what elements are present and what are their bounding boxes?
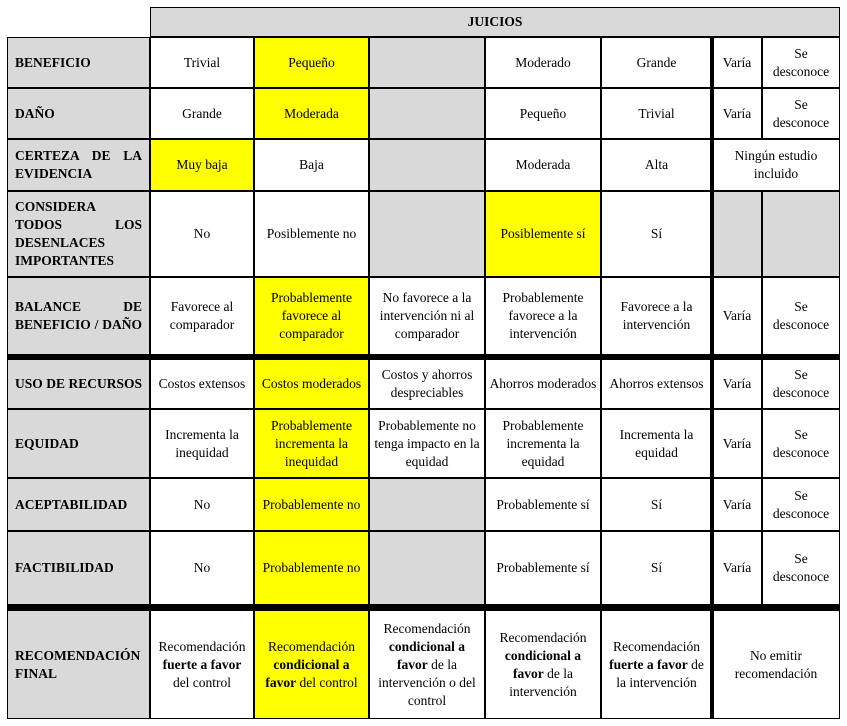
cell-aceptabilidad-5: Sí [601,478,712,531]
thick-divider-2 [7,605,840,610]
cell-balance-5: Favorece a la intervención [601,277,712,355]
cell-balance-3: No favorece a la intervención ni al comparador [369,277,485,355]
cell-final-5: Recomendación fuerte a favor de la intervención [601,610,712,719]
cell-factibilidad-5: Sí [601,531,712,605]
cell-uso-4: Ahorros moderados [485,359,601,409]
cell-balance-4: Probablemente favorece a la intervención [485,277,601,355]
judgments-header [150,7,840,37]
row-label-uso: USO DE RECURSOS [7,359,150,409]
cell-considera-3 [369,191,485,277]
thick-divider-1 [7,354,840,359]
row-label-considera: CONSIDERA TODOS LOS DESENLACES IMPORTANTES [7,191,150,277]
cell-final-3: Recomendación condicional a favor de la intervención o del control [369,610,485,719]
cell-factibilidad-1: No [150,531,254,605]
cell-uso-3: Costos y ahorros despreciables [369,359,485,409]
row-label-beneficio: BENEFICIO [7,37,150,88]
cell-final-4: Recomendación condicional a favor de la intervención [485,610,601,719]
cell-dano-2: Moderada [254,88,369,139]
cell-uso-5: Ahorros extensos [601,359,712,409]
cell-dano-1: Grande [150,88,254,139]
cell-factibilidad-3 [369,531,485,605]
cell-considera-7 [762,191,840,277]
cell-certeza-2: Baja [254,139,369,191]
cell-considera-6 [712,191,762,277]
cell-equidad-1: Incrementa la inequidad [150,409,254,478]
cell-aceptabilidad-3 [369,478,485,531]
cell-beneficio-2: Pequeño [254,37,369,88]
cell-beneficio-4: Moderado [485,37,601,88]
cell-certeza-5: Alta [601,139,712,191]
row-label-equidad: EQUIDAD [7,409,150,478]
cell-aceptabilidad-6: Varía [712,478,762,531]
cell-dano-6: Varía [712,88,762,139]
row-label-certeza: CERTEZA DE LA EVIDENCIA [7,139,150,191]
cell-beneficio-1: Trivial [150,37,254,88]
cell-equidad-2: Probablemente incrementa la inequidad [254,409,369,478]
cell-aceptabilidad-7: Se desconoce [762,478,840,531]
cell-dano-3 [369,88,485,139]
cell-factibilidad-2: Probablemente no [254,531,369,605]
row-label-dano: DAÑO [7,88,150,139]
row-label-recomendacion: RECOMENDACIÓN FINAL [7,610,150,719]
cell-beneficio-7: Se desconoce [762,37,840,88]
cell-final-6: No emitir recomendación [712,610,840,719]
row-label-balance: BALANCE DE BENEFICIO / DAÑO [7,277,150,355]
cell-dano-7: Se desconoce [762,88,840,139]
judgments-title: JUICIOS [467,14,523,29]
cell-balance-2: Probablemente favorece al comparador [254,277,369,355]
cell-considera-2: Posiblemente no [254,191,369,277]
cell-balance-7: Se desconoce [762,277,840,355]
cell-beneficio-3 [369,37,485,88]
cell-uso-7: Se desconoce [762,359,840,409]
cell-aceptabilidad-4: Probablemente sí [485,478,601,531]
cell-final-1: Recomendación fuerte a favor del control [150,610,254,719]
thick-vertical-divider [710,37,714,719]
row-label-aceptabilidad: ACEPTABILIDAD [7,478,150,531]
cell-dano-4: Pequeño [485,88,601,139]
cell-factibilidad-4: Probablemente sí [485,531,601,605]
cell-factibilidad-7: Se desconoce [762,531,840,605]
cell-equidad-7: Se desconoce [762,409,840,478]
cell-certeza-4: Moderada [485,139,601,191]
cell-equidad-6: Varía [712,409,762,478]
cell-aceptabilidad-2: Probablemente no [254,478,369,531]
cell-uso-1: Costos extensos [150,359,254,409]
cell-considera-4: Posiblemente sí [485,191,601,277]
cell-equidad-5: Incrementa la equidad [601,409,712,478]
cell-balance-6: Varía [712,277,762,355]
cell-final-2: Recomendación condicional a favor del control [254,610,369,719]
cell-equidad-4: Probablemente incrementa la equidad [485,409,601,478]
cell-beneficio-5: Grande [601,37,712,88]
cell-beneficio-6: Varía [712,37,762,88]
cell-uso-6: Varía [712,359,762,409]
cell-considera-1: No [150,191,254,277]
header-corner [7,7,150,37]
cell-aceptabilidad-1: No [150,478,254,531]
cell-certeza-6: Ningún estudio incluido [712,139,840,191]
cell-dano-5: Trivial [601,88,712,139]
row-label-factibilidad: FACTIBILIDAD [7,531,150,605]
cell-equidad-3: Probablemente no tenga impacto en la equidad [369,409,485,478]
cell-uso-2: Costos moderados [254,359,369,409]
cell-certeza-1: Muy baja [150,139,254,191]
cell-balance-1: Favorece al comparador [150,277,254,355]
cell-factibilidad-6: Varía [712,531,762,605]
cell-considera-5: Sí [601,191,712,277]
cell-certeza-3 [369,139,485,191]
